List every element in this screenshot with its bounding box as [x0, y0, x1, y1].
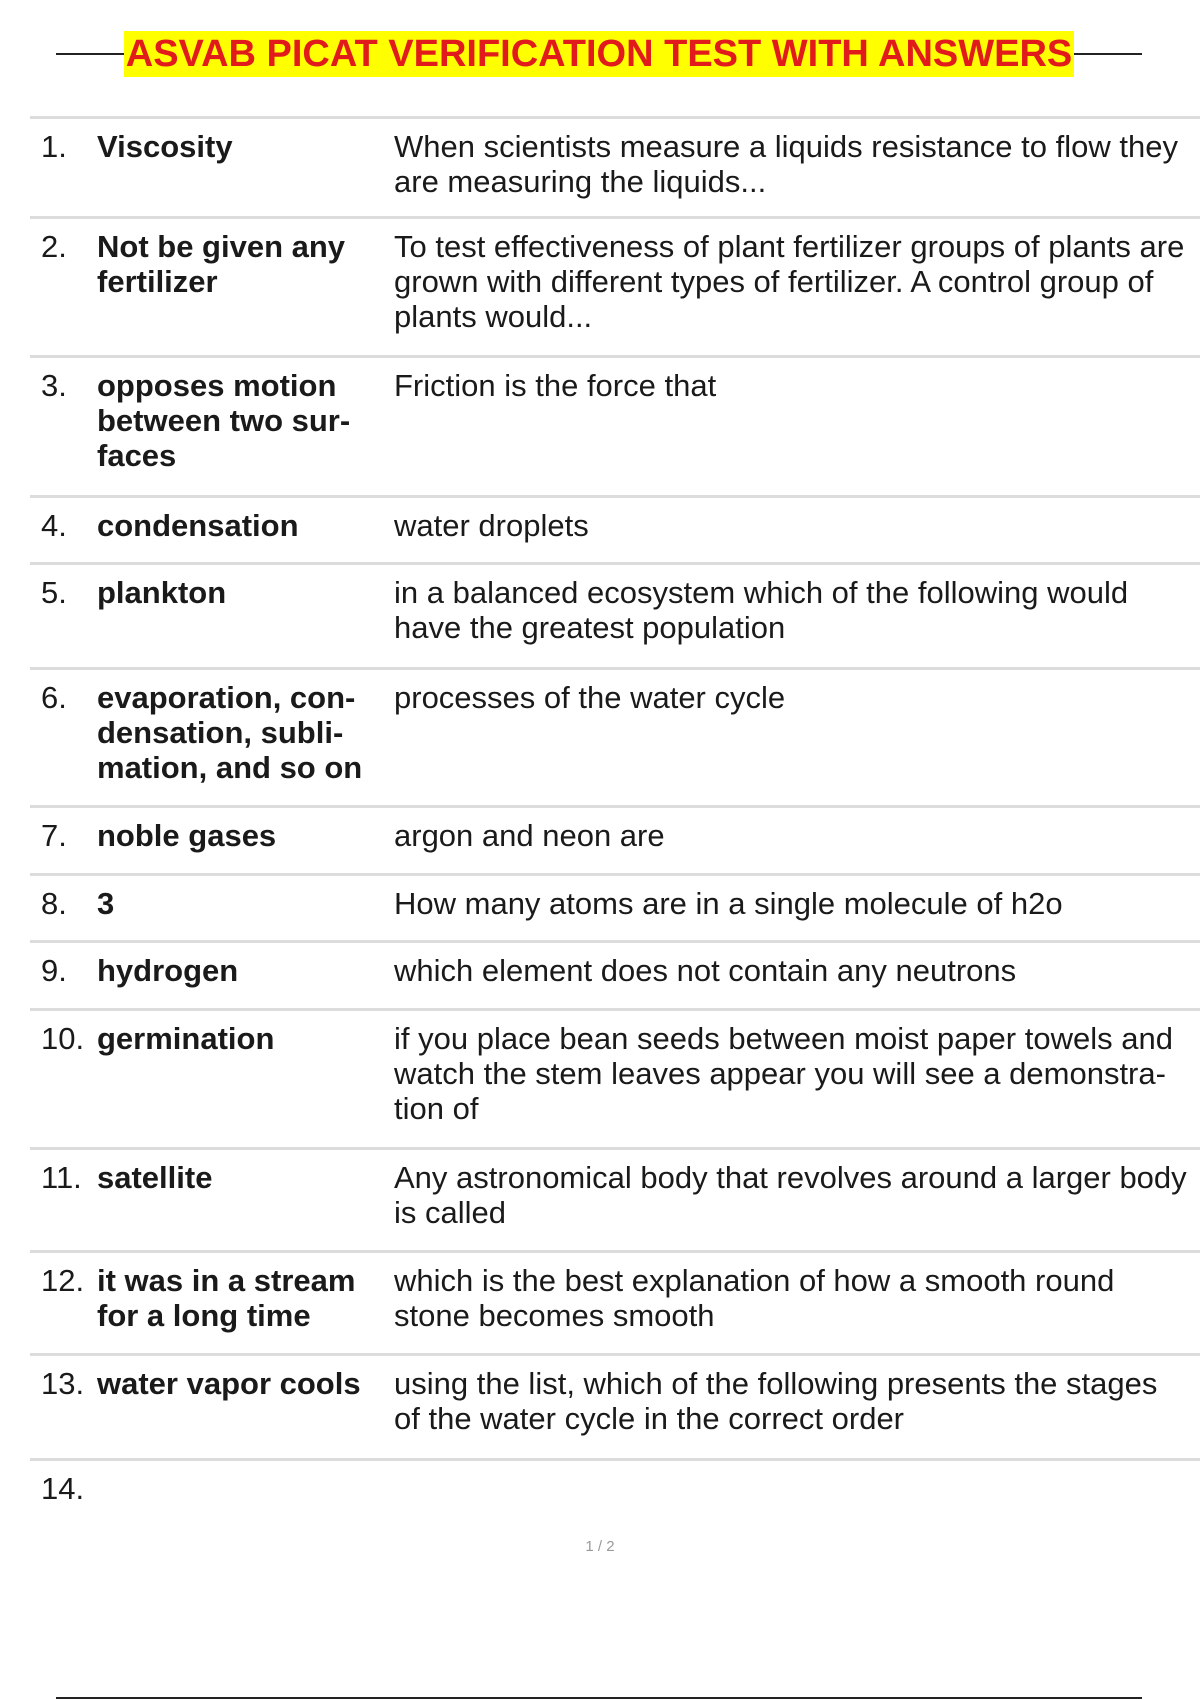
answer-term: plankton	[97, 575, 227, 610]
answer-term	[97, 1471, 394, 1525]
question-text: To test effectiveness of plant fertilizer groups of plants are grown with different types of fertilizer. A control group of plants would...	[394, 229, 1185, 334]
question-text: processes of the water cycle	[394, 680, 786, 715]
page-title: ASVAB PICAT VERIFICATION TEST WITH ANSWERS	[125, 33, 1073, 75]
answer-term: germination	[97, 1021, 275, 1056]
table-row	[30, 808, 1200, 876]
question-text: How many atoms are in a single molecule of h2o	[394, 886, 1063, 921]
question-text: if you place bean seeds between moist paper towels and watch the stem leaves appear you will see a demonstra- tion of	[394, 1021, 1173, 1126]
table-row	[30, 219, 1200, 358]
table-row	[30, 943, 1200, 1011]
table-row	[30, 876, 1200, 943]
table-row	[30, 358, 1200, 498]
row-number: 1.	[41, 129, 67, 164]
row-number: 12.	[41, 1263, 85, 1298]
title-bar	[56, 30, 1142, 78]
footer-rule	[56, 1697, 1142, 1699]
answer-term: noble gases	[97, 818, 277, 853]
row-number: 2.	[41, 229, 67, 264]
row-number: 8.	[41, 886, 67, 921]
table-row	[30, 1150, 1200, 1253]
row-number: 11.	[41, 1160, 82, 1195]
table-row	[30, 119, 1200, 219]
answer-term: 3	[97, 886, 115, 921]
answer-term: water vapor cools	[97, 1366, 361, 1401]
table-row	[30, 670, 1200, 808]
question-text: using the list, which of the following presents the stages of the water cycle in the correct order	[394, 1366, 1158, 1436]
question-text: Any astronomical body that revolves around a larger body is called	[394, 1160, 1187, 1230]
question-text: water droplets	[394, 508, 589, 543]
title-rule-left	[56, 53, 124, 55]
answer-term: hydrogen	[97, 953, 239, 988]
answer-term: Viscosity	[97, 129, 233, 164]
row-number: 14.	[41, 1471, 85, 1506]
row-number: 6.	[41, 680, 67, 715]
table-row	[30, 565, 1200, 670]
table-row	[30, 1461, 1200, 1525]
qa-table	[30, 116, 1200, 1525]
title-rule-right	[1074, 53, 1142, 55]
answer-term: evaporation, con- densation, subli- mation, and so on	[97, 680, 363, 785]
answer-term: it was in a stream for a long time	[97, 1263, 356, 1333]
row-number: 3.	[41, 368, 67, 403]
row-number: 7.	[41, 818, 67, 853]
table-row	[30, 1356, 1200, 1461]
table-row	[30, 1253, 1200, 1356]
question-text: Friction is the force that	[394, 368, 717, 403]
page-indicator: 1 / 2	[585, 1538, 615, 1555]
row-number: 5.	[41, 575, 67, 610]
question-text: When scientists measure a liquids resistance to flow they are measuring the liquids...	[394, 129, 1178, 199]
question-text	[394, 1471, 1200, 1525]
row-number: 13.	[41, 1366, 85, 1401]
table-row	[30, 1011, 1200, 1150]
question-text: argon and neon are	[394, 818, 665, 853]
question-text: which element does not contain any neutrons	[394, 953, 1017, 988]
question-text: which is the best explanation of how a smooth round stone becomes smooth	[394, 1263, 1115, 1333]
answer-term: opposes motion between two sur- faces	[97, 368, 351, 473]
answer-term: Not be given any fertilizer	[97, 229, 346, 299]
answer-term: condensation	[97, 508, 299, 543]
table-row	[30, 498, 1200, 565]
row-number: 9.	[41, 953, 67, 988]
row-number: 10.	[41, 1021, 85, 1056]
row-number: 4.	[41, 508, 67, 543]
question-text: in a balanced ecosystem which of the following would have the greatest population	[394, 575, 1129, 645]
answer-term: satellite	[97, 1160, 213, 1195]
